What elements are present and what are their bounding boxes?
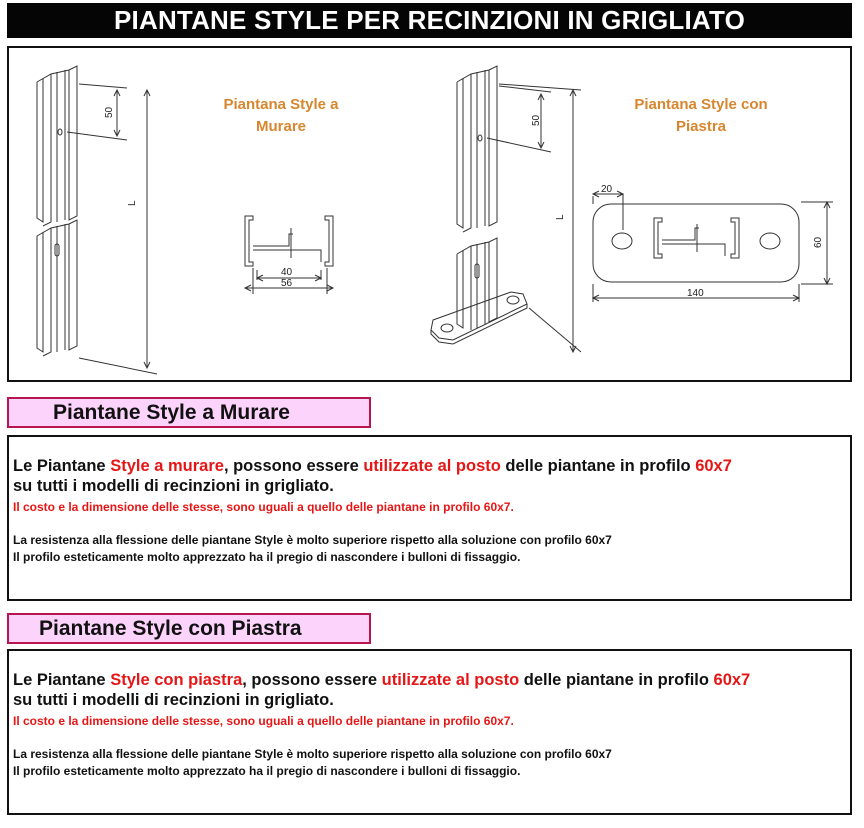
page-title: PIANTANE STYLE PER RECINZIONI IN GRIGLIATO [7,3,852,38]
lead-highlight: Style con piastra [110,671,243,689]
dim-label-L-right: L [555,214,566,220]
dim-label-50-left: 50 [104,106,115,118]
plate-post-lower-drawing [431,238,527,344]
lead-highlight: utilizzate al posto [363,457,501,475]
section-lead-plate-post [13,670,843,710]
lead-text: Le Piantane [13,457,111,475]
lead-text: , possono essere [223,457,364,475]
wall-post-upper-drawing [37,66,77,226]
cost-note: Il costo e la dimensione delle stesse, sono uguali a quello delle piantane in profilo 60x7. [13,714,514,728]
lead-text: delle piantane in profilo [500,457,696,475]
dim-label-40: 40 [281,267,293,278]
lead-line-2: su tutti i modelli di recinzioni in grigliato. [13,477,334,495]
lead-text: , possono essere [242,671,382,689]
dim-label-56: 56 [281,278,293,289]
dim-label-20: 20 [601,184,613,195]
section-heading-plate-post: Piantane Style con Piastra [7,613,371,644]
caption-plate-post [615,94,787,138]
lead-highlight: 60x7 [713,671,751,689]
cost-note: Il costo e la dimensione delle stesse, sono uguali a quello delle piantane in profilo 60x7. [13,500,514,514]
caption-plate-post-line1: Piantana Style con [634,96,768,113]
resistance-note: La resistenza alla flessione delle piantane Style è molto superiore rispetto alla soluzione con profilo 60x7 [13,747,612,761]
lead-highlight: utilizzate al posto [381,671,520,689]
plate-post-upper-drawing [457,66,497,232]
dim-label-60: 60 [813,236,824,248]
profile-note: Il profilo esteticamente molto apprezzato ha il pregio di nascondere i bulloni di fissaggio. [13,764,521,778]
resistance-note: La resistenza alla flessione delle piantane Style è molto superiore rispetto alla soluzione con profilo 60x7 [13,533,612,547]
lead-text: delle piantane in profilo [519,671,714,689]
profile-note: Il profilo esteticamente molto apprezzato ha il pregio di nascondere i bulloni di fissaggio. [13,550,521,564]
caption-wall-post-line1: Piantana Style a [223,96,339,113]
lead-highlight: 60x7 [695,457,732,475]
section-heading-wall-post: Piantane Style a Murare [7,397,371,428]
wall-post-lower-drawing [37,220,77,356]
section-body-plate-post [7,649,852,815]
caption-wall-post [201,94,361,138]
dim-label-L-left: L [127,200,138,206]
technical-drawing-panel [7,46,852,382]
base-plate-drawing [593,191,833,302]
dim-label-140: 140 [687,288,704,299]
lead-line-2: su tutti i modelli di recinzioni in grigliato. [13,691,334,709]
caption-plate-post-line2: Piastra [675,118,727,135]
dim-label-50-right: 50 [531,114,542,126]
section-lead-wall-post [13,456,843,496]
caption-wall-post-line2: Murare [255,118,307,135]
lead-text: Le Piantane [13,671,111,689]
section-body-wall-post [7,435,852,601]
lead-highlight: Style a murare [110,457,224,475]
